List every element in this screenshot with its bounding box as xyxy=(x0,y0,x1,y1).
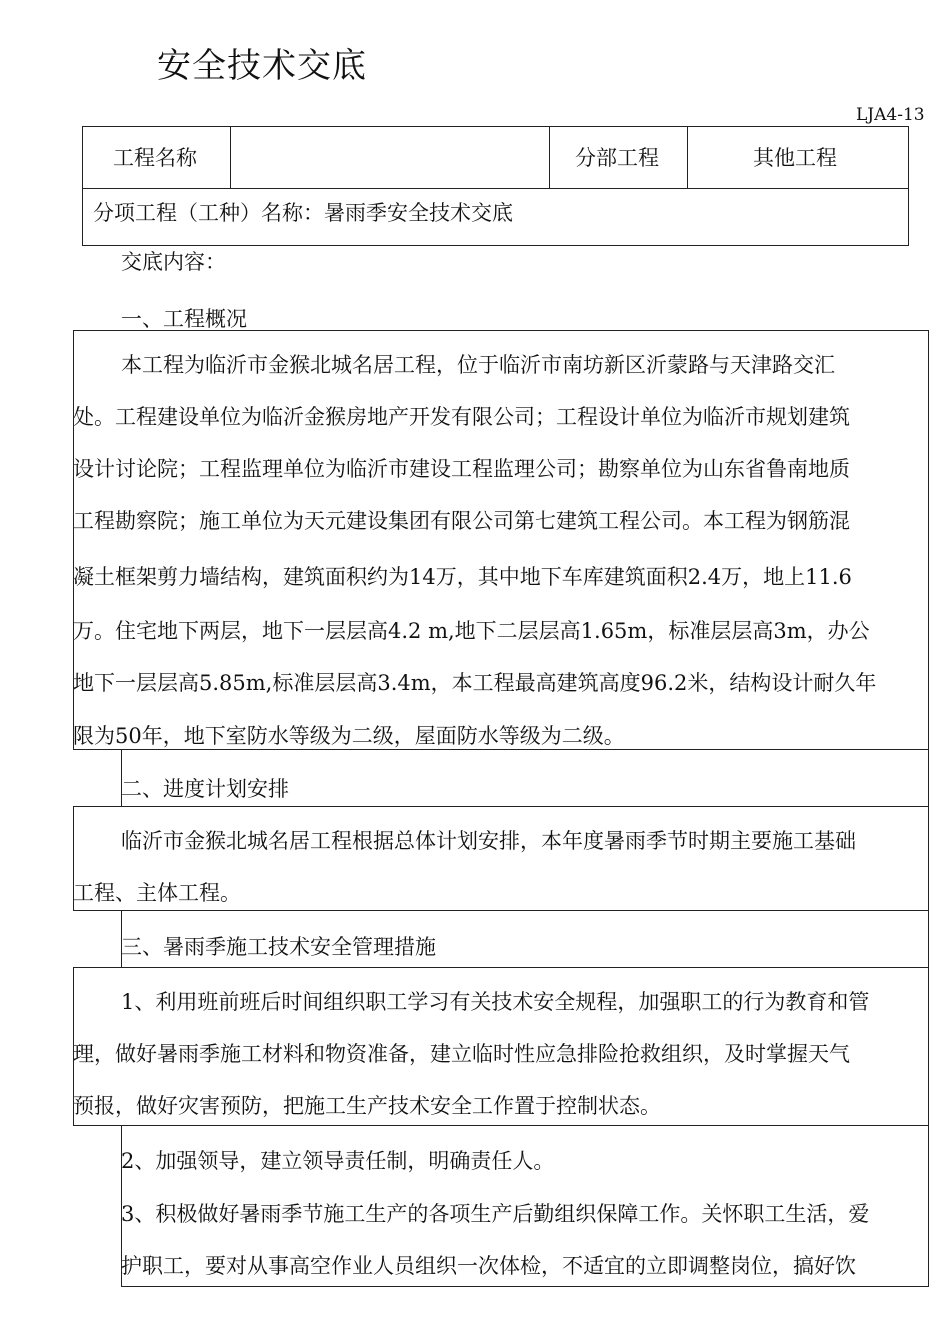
section1-line: 设计讨论院；工程监理单位为临沂市建设工程监理公司；勘察单位为山东省鲁南地质 xyxy=(73,457,850,481)
section1-line: 地下一层层高5.85m,标准层层高3.4m，本工程最高建筑高度96.2米，结构设计耐久年 xyxy=(73,671,877,695)
content-intro: 交底内容： xyxy=(121,250,226,274)
section3-item3-line: 护职工，要对从事高空作业人员组织一次体检，不适宜的立即调整岗位，搞好饮 xyxy=(121,1254,856,1278)
section2-title: 二、进度计划安排 xyxy=(121,777,289,801)
section2-line: 工程、主体工程。 xyxy=(73,881,241,905)
document-title: 安全技术交底 xyxy=(157,46,367,86)
subitem-label: 分项工程（工种）名称：暑雨季安全技术交底 xyxy=(93,201,513,225)
section3-item2: 2、加强领导，建立领导责任制，明确责任人。 xyxy=(121,1149,555,1173)
project-name-label: 工程名称 xyxy=(113,146,197,170)
section2-line: 临沂市金猴北城名居工程根据总体计划安排，本年度暑雨季节时期主要施工基础 xyxy=(121,829,856,853)
division-value: 其他工程 xyxy=(753,146,837,170)
section1-line: 工程勘察院；施工单位为天元建设集团有限公司第七建筑工程公司。本工程为钢筋混 xyxy=(73,509,850,533)
section3-item3-line: 3、积极做好暑雨季节施工生产的各项生产后勤组织保障工作。关怀职工生活，爱 xyxy=(121,1202,870,1226)
section1-line: 本工程为临沂市金猴北城名居工程，位于临沂市南坊新区沂蒙路与天津路交汇 xyxy=(121,353,835,377)
division-label: 分部工程 xyxy=(575,146,659,170)
table-divider xyxy=(549,127,550,188)
document-code: LJA4-13 xyxy=(856,105,925,125)
table-divider xyxy=(230,127,231,188)
section1-line: 处。工程建设单位为临沂金猴房地产开发有限公司；工程设计单位为临沂市规划建筑 xyxy=(73,405,850,429)
header-table xyxy=(82,126,909,246)
section1-line: 凝土框架剪力墙结构，建筑面积约为14万，其中地下车库建筑面积2.4万，地上11.6 xyxy=(73,565,852,589)
section3-item1-line: 理，做好暑雨季施工材料和物资准备，建立临时性应急排险抢救组织，及时掌握天气 xyxy=(73,1042,850,1066)
section1-line: 万。住宅地下两层，地下一层层高4.2 m,地下二层层高1.65m，标准层层高3m，办公 xyxy=(73,619,870,643)
section1-line: 限为50年，地下室防水等级为二级，屋面防水等级为二级。 xyxy=(73,724,625,748)
table-divider xyxy=(83,188,908,189)
section3-item1-line: 预报，做好灾害预防，把施工生产技术安全工作置于控制状态。 xyxy=(73,1094,661,1118)
section1-title: 一、工程概况 xyxy=(121,307,247,331)
table-divider xyxy=(687,127,688,188)
section3-title: 三、暑雨季施工技术安全管理措施 xyxy=(121,935,436,959)
section3-item1-line: 1、利用班前班后时间组织职工学习有关技术安全规程，加强职工的行为教育和管 xyxy=(121,990,870,1014)
